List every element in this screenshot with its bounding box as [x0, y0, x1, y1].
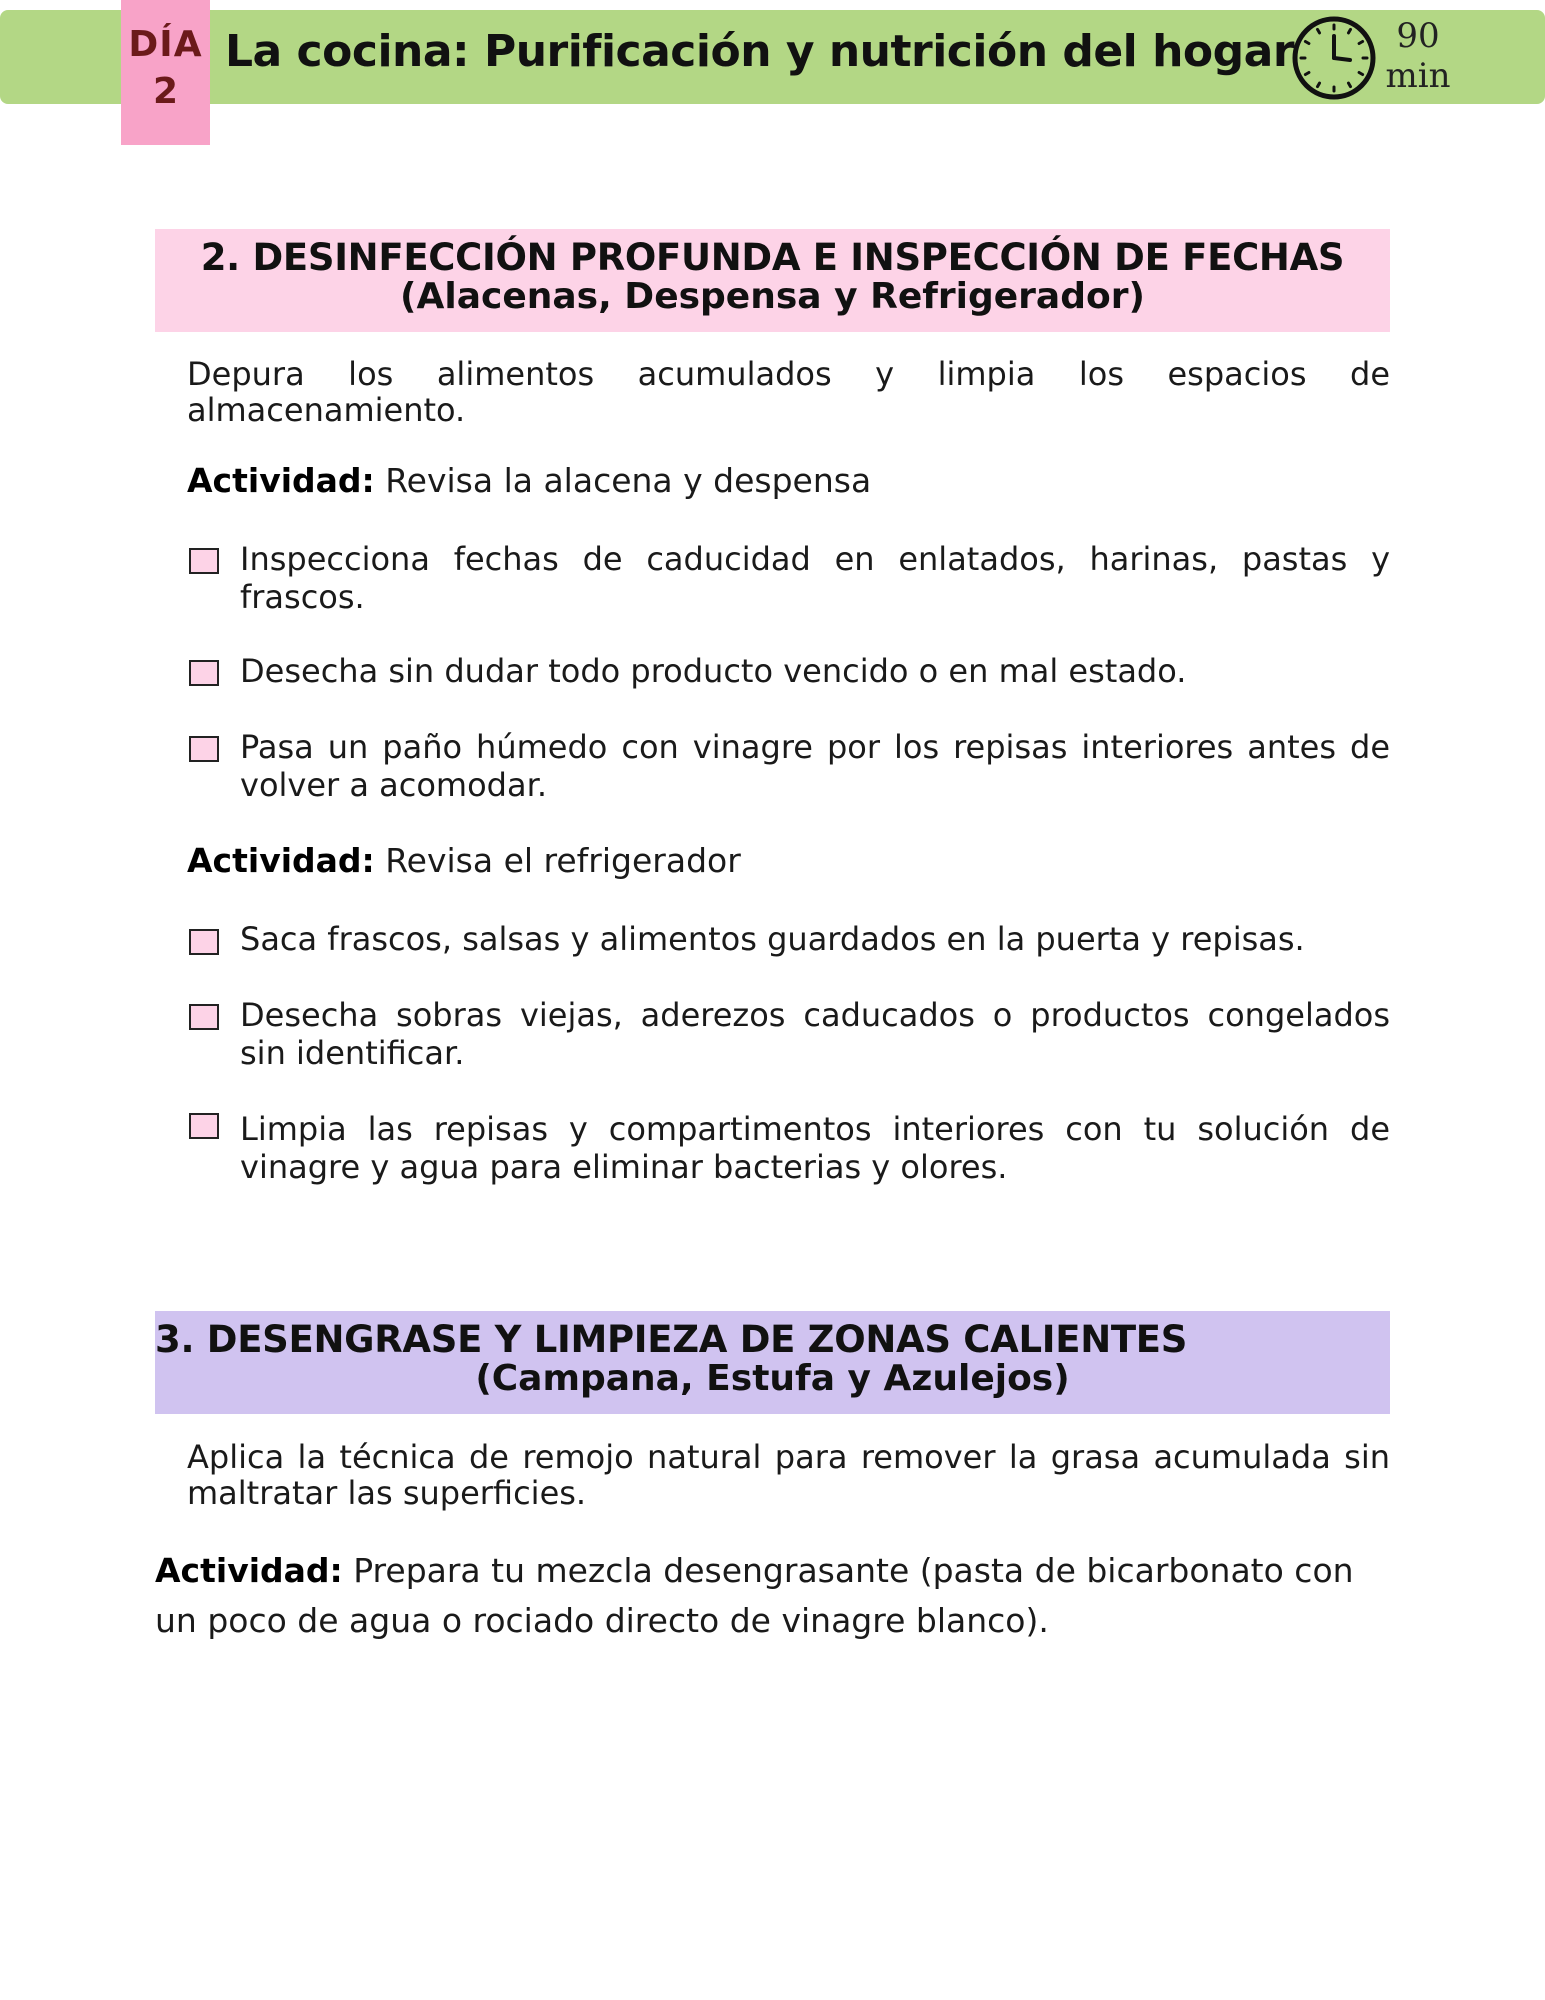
checkbox[interactable]: [189, 929, 219, 955]
checkbox[interactable]: [189, 736, 219, 762]
checklist-item-text: Saca frascos, salsas y alimentos guardados en la puerta y repisas.: [240, 920, 1305, 958]
section-3-subtitle: (Campana, Estufa y Azulejos): [475, 1358, 1070, 1399]
day-tag: [121, 0, 210, 145]
section-2-intro: Depura los alimentos acumulados y limpia los espacios de almacenamiento.: [187, 355, 1390, 429]
checklist-item-text: Limpia las repisas y compartimentos interiores con tu solución de vinagre y agua para eliminar bacterias y olores.: [240, 1110, 1390, 1186]
section-2-title: 2. DESINFECCIÓN PROFUNDA E INSPECCIÓN DE FECHAS: [200, 236, 1345, 279]
checkbox[interactable]: [189, 660, 219, 686]
section-2-header: [155, 229, 1390, 332]
page-title: La cocina: Purificación y nutrición del hogar: [225, 26, 1295, 77]
checkbox[interactable]: [189, 1004, 219, 1030]
checkbox[interactable]: [189, 548, 219, 574]
checklist-item-text: Pasa un paño húmedo con vinagre por los repisas interiores antes de volver a acomodar.: [240, 728, 1390, 804]
duration: [1382, 16, 1454, 96]
section-3-intro: Aplica la técnica de remojo natural para remover la grasa acumulada sin maltratar las superficies.: [187, 1438, 1390, 1512]
day-number: 2: [152, 71, 179, 112]
clock-icon: [1290, 14, 1378, 102]
activity-pantry: [187, 461, 871, 501]
checklist-item-text: Desecha sin dudar todo producto vencido o en mal estado.: [240, 652, 1187, 690]
section-3-title: 3. DESENGRASE Y LIMPIEZA DE ZONAS CALIENTES: [155, 1318, 1188, 1361]
activity-label: Actividad:: [187, 841, 375, 880]
activity-label: Actividad:: [187, 461, 375, 500]
activity-text: Revisa la alacena y despensa: [374, 461, 872, 500]
checklist-item-text: Desecha sobras viejas, aderezos caducados o productos congelados sin identificar.: [240, 996, 1390, 1072]
section-2-subtitle: (Alacenas, Despensa y Refrigerador): [400, 276, 1145, 317]
duration-unit: min: [1385, 56, 1451, 96]
activity-fridge: [187, 841, 741, 881]
section-3-header: [155, 1311, 1390, 1414]
activity-degreaser: [155, 1546, 1390, 1646]
activity-text: Revisa el refrigerador: [374, 841, 741, 880]
duration-value: 90: [1396, 16, 1440, 56]
checkbox[interactable]: [189, 1113, 219, 1139]
activity-text: Prepara tu mezcla desengrasante (pasta de bicarbonato con un poco de agua o rociado directo de vinagre blanco).: [155, 1551, 1354, 1640]
activity-label: Actividad:: [155, 1551, 343, 1590]
day-label: DÍA: [128, 24, 203, 65]
checklist-item-text: Inspecciona fechas de caducidad en enlatados, harinas, pastas y frascos.: [240, 540, 1390, 616]
